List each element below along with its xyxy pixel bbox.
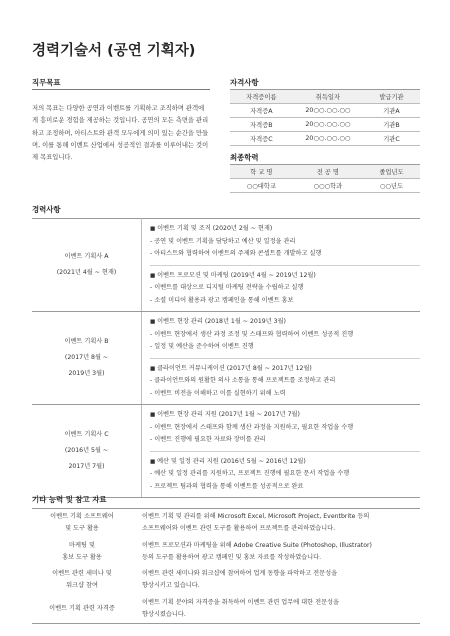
skill-description-line: 향상시켰습니다. [142, 611, 186, 619]
skill-description-line: 향상시키고 있습니다. [142, 582, 200, 590]
education-header-cell: 학 교 명 [230, 165, 293, 179]
skill-description-line: 소프트웨어와 이벤트 관련 도구를 활용하여 프로젝트를 관리하였습니다. [142, 525, 336, 533]
objective-divider [32, 89, 210, 90]
experience-items [142, 219, 421, 312]
role-title: ■ 이벤트 프로모션 및 마케팅 (2019년 4월 ~ 2019년 12월) [150, 270, 420, 283]
skills-table [32, 508, 420, 624]
skill-name-line: 이벤트 관련 세미나 및 [52, 570, 112, 578]
certs-table [230, 89, 420, 146]
education-row [230, 179, 420, 193]
company-label [32, 312, 142, 405]
experience-row [32, 405, 420, 498]
role-bullet: - 클라이언트와의 원활한 의사 소통을 통해 프로젝트를 조정하고 관리 [150, 375, 420, 388]
education-table [230, 164, 420, 193]
skill-name [32, 566, 132, 595]
certs-heading: 자격사항 [230, 78, 259, 87]
skill-description [132, 538, 420, 567]
cert-cell: 20○○.○○.○○ [293, 118, 363, 132]
objective-text: 저의 목표는 다양한 공연과 이벤트를 기획하고 조직하며 관객에게 흥미로운 경험을 제공하는 것입니다. 공연의 모든 측면을 관리하고 조정하며, 아티스트와 관객 모두에게 의미 있는 순간을 만들며, 이를 통해 이벤트 산업에서 성공적인 결과를 이루어내는 것이 제 목표입니다. [32, 105, 209, 162]
education-header-row [230, 165, 420, 179]
skill-description-line: 이벤트 프로모션과 마케팅을 위해 Adobe Creative Suite (Photoshop, Illustrator) [142, 541, 372, 549]
objective-heading: 직무목표 [32, 78, 61, 87]
experience-items [142, 405, 421, 498]
company-label [32, 219, 142, 312]
skill-row [32, 538, 420, 567]
skill-description-line: 이벤트 기획 분야의 자격증을 취득하여 이벤트 관련 업무에 대한 전문성을 [142, 598, 340, 606]
experience-row [32, 312, 420, 405]
company-label-line: 이벤트 기획사 C [64, 431, 109, 438]
cert-cell: 기관B [363, 118, 420, 132]
education-cell: ○○대학교 [230, 179, 293, 193]
skills-heading: 기타 능력 및 참고 자료 [32, 495, 107, 504]
skill-row [32, 566, 420, 595]
skill-description-line: 등의 도구를 활용하여 광고 캠페인 및 홍보 자료를 작성하였습니다. [142, 553, 322, 561]
cert-cell: 기관A [363, 104, 420, 118]
role-title: ■ 예산 및 일정 관리 지원 (2016년 5월 ~ 2016년 12월) [150, 456, 420, 469]
role-title: ■ 이벤트 현장 관리 (2018년 1월 ~ 2019년 3월) [150, 316, 420, 329]
experience-block [150, 265, 420, 312]
cert-cell: 기관C [363, 132, 420, 146]
experience-heading: 경력사항 [32, 205, 61, 214]
company-label-line: 이벤트 기획사 B [64, 338, 109, 345]
cert-header-cell: 발급기관 [363, 90, 420, 104]
company-label-line: (2016년 5월 ~ [64, 447, 109, 454]
skill-description-line: 이벤트 기획 및 관리를 위해 Microsoft Excel, Microsoft Project, Eventbrite 등의 [142, 513, 370, 520]
skill-name [32, 509, 132, 538]
experience-block [150, 312, 420, 358]
skill-name-line: 이벤트 기획 관련 자격증 [49, 604, 115, 612]
role-bullet: - 이벤트 현장에서 스태프와 함께 생산 과정을 지원하고, 필요한 작업을 수행 [150, 422, 420, 435]
experience-items [142, 312, 421, 405]
education-header-cell: 졸업년도 [363, 165, 420, 179]
cert-row [230, 132, 420, 146]
cert-cell: 자격증C [230, 132, 293, 146]
cert-row [230, 104, 420, 118]
cert-header-cell: 취득일자 [293, 90, 363, 104]
company-label [32, 405, 142, 498]
skill-name-line: 마케팅 및 [69, 541, 95, 549]
cert-cell: 자격증B [230, 118, 293, 132]
cert-header-cell: 자격증이름 [230, 90, 293, 104]
skill-name-line: 이벤트 기획 소프트웨어 [50, 513, 114, 520]
role-bullet: - 일정 및 예산을 준수하여 이벤트 진행 [150, 341, 420, 354]
cert-cell: 20○○.○○.○○ [293, 132, 363, 146]
skill-description [132, 509, 420, 538]
skill-row [32, 509, 420, 538]
skill-name-line: 및 도구 활용 [65, 525, 99, 533]
role-bullet: - 예산 및 일정 관리를 지원하고, 프로젝트 진행에 필요한 문서 작업을 수행 [150, 468, 420, 481]
experience-block [150, 219, 420, 265]
experience-table [32, 218, 420, 498]
skill-name [32, 595, 132, 624]
education-cell: ○○○학과 [293, 179, 363, 193]
experience-block [150, 451, 420, 498]
role-bullet: - 이벤트 현장에서 생산 과정 조정 및 스태프와 협력하여 이벤트 성공적 진행 [150, 329, 420, 342]
role-title: ■ 이벤트 현장 관리 지원 (2017년 1월 ~ 2017년 7월) [150, 409, 420, 422]
role-bullet: - 소셜 미디어 활용과 광고 캠페인을 통해 이벤트 홍보 [150, 295, 420, 308]
cert-cell: 20○○.○○.○○ [293, 104, 363, 118]
education-heading: 최종학력 [230, 153, 259, 162]
skill-name [32, 538, 132, 567]
company-label-line: (2017년 8월 ~ [64, 354, 109, 361]
company-label-line: 이벤트 기획사 A [64, 253, 109, 260]
role-bullet: - 프로젝트 팀과의 협력을 통해 이벤트를 성공적으로 완료 [150, 481, 420, 494]
skill-row [32, 595, 420, 624]
experience-row [32, 219, 420, 312]
skill-description-line: 이벤트 관련 세미나와 워크샵에 참여하여 업계 동향을 파악하고 전문성을 [142, 570, 338, 578]
company-label-line: 2017년 7월) [68, 463, 105, 470]
cert-header-row [230, 90, 420, 104]
role-bullet: - 이벤트 비전을 이해하고 이를 실현하기 위해 노력 [150, 388, 420, 401]
role-title: ■ 이벤트 기획 및 조직 (2020년 2월 ~ 현재) [150, 223, 420, 236]
experience-block [150, 358, 420, 405]
skill-description [132, 566, 420, 595]
page-title: 경력기술서 (공연 기획자) [32, 43, 196, 59]
skill-name-line: 워크샵 참여 [66, 582, 98, 590]
skill-name-line: 홍보 도구 활용 [62, 553, 102, 561]
experience-block [150, 405, 420, 451]
role-bullet: - 공연 및 이벤트 기획을 담당하고 예산 및 일정을 관리 [150, 236, 420, 249]
education-header-cell: 전 공 명 [293, 165, 363, 179]
role-bullet: - 이벤트 진행에 필요한 자료와 장비를 관리 [150, 434, 420, 447]
role-bullet: - 아티스트와 협력하여 이벤트의 주제와 콘셉트를 개발하고 실행 [150, 248, 420, 261]
cert-row [230, 118, 420, 132]
role-title: ■ 클라이언트 커뮤니케이션 (2017년 8월 ~ 2017년 12월) [150, 363, 420, 376]
education-cell: ○○년도 [363, 179, 420, 193]
company-label-line: 2019년 3월) [68, 370, 105, 377]
skill-description [132, 595, 420, 624]
company-label-line: (2021년 4월 ~ 현재) [56, 269, 117, 276]
cert-cell: 자격증A [230, 104, 293, 118]
role-bullet: - 이벤트를 대상으로 디지털 마케팅 전략을 수립하고 실행 [150, 282, 420, 295]
